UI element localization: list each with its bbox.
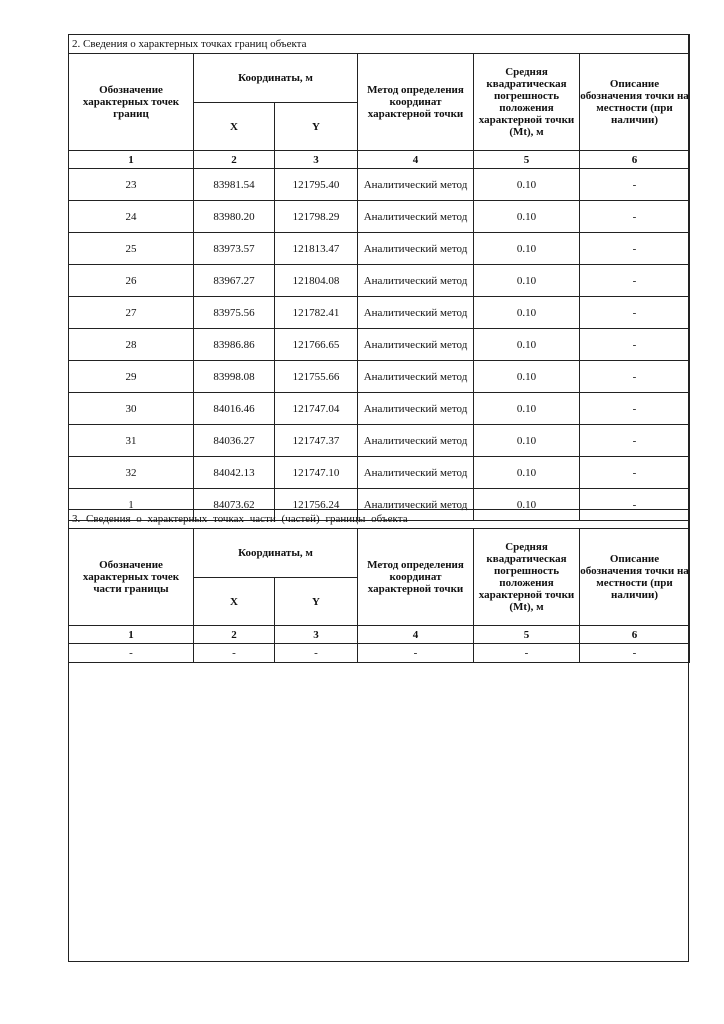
point-cell: - — [69, 644, 194, 663]
boundary-points-table — [68, 34, 690, 521]
document-page — [68, 34, 689, 962]
x-cell: - — [194, 644, 275, 663]
header-mean-error: Средняя квадратическая погрешность положения характерной точки (Mt), м — [474, 529, 580, 626]
method-cell: - — [358, 644, 474, 663]
error-cell: 0.10 — [474, 489, 580, 521]
header-point-designation: Обозначение характерных точек части границы — [69, 529, 194, 626]
method-cell: Аналитический метод — [358, 329, 474, 361]
y-cell: 121756.24 — [275, 489, 358, 521]
column-number: 2 — [194, 626, 275, 644]
header-method: Метод определения координат характерной точки — [358, 54, 474, 151]
header-method: Метод определения координат характерной точки — [358, 529, 474, 626]
header-point-designation: Обозначение характерных точек границ — [69, 54, 194, 151]
description-cell: - — [580, 169, 690, 201]
method-cell: Аналитический метод — [358, 489, 474, 521]
table-row — [69, 201, 690, 233]
header-description: Описание обозначения точки на местности (при наличии) — [580, 529, 690, 626]
description-cell: - — [580, 329, 690, 361]
section-2-title: 2. Сведения о характерных точках границ объекта — [69, 35, 690, 54]
description-cell: - — [580, 457, 690, 489]
x-cell: 84073.62 — [194, 489, 275, 521]
x-cell: 84036.27 — [194, 425, 275, 457]
x-cell: 83967.27 — [194, 265, 275, 297]
y-cell: 121795.40 — [275, 169, 358, 201]
description-cell: - — [580, 489, 690, 521]
table-row — [69, 457, 690, 489]
y-cell: 121798.29 — [275, 201, 358, 233]
section-3-title: 3. Сведения о характерных точках части (частей) границы объекта — [69, 510, 690, 529]
table-row — [69, 425, 690, 457]
x-cell: 84016.46 — [194, 393, 275, 425]
table-row — [69, 393, 690, 425]
error-cell: 0.10 — [474, 201, 580, 233]
column-number: 2 — [194, 151, 275, 169]
header-coordinates: Координаты, м — [194, 529, 358, 578]
table-row — [69, 644, 690, 663]
column-number: 1 — [69, 626, 194, 644]
table-row — [69, 361, 690, 393]
error-cell: 0.10 — [474, 233, 580, 265]
column-number: 6 — [580, 151, 690, 169]
x-cell: 83973.57 — [194, 233, 275, 265]
y-cell: 121747.37 — [275, 425, 358, 457]
point-cell: 27 — [69, 297, 194, 329]
method-cell: Аналитический метод — [358, 457, 474, 489]
column-number: 4 — [358, 151, 474, 169]
description-cell: - — [580, 425, 690, 457]
x-cell: 83981.54 — [194, 169, 275, 201]
header-x: X — [194, 578, 275, 626]
error-cell: 0.10 — [474, 361, 580, 393]
header-y: Y — [275, 578, 358, 626]
y-cell: 121747.10 — [275, 457, 358, 489]
point-cell: 29 — [69, 361, 194, 393]
table-row — [69, 233, 690, 265]
x-cell: 83986.86 — [194, 329, 275, 361]
point-cell: 23 — [69, 169, 194, 201]
x-cell: 83975.56 — [194, 297, 275, 329]
error-cell: 0.10 — [474, 329, 580, 361]
error-cell: 0.10 — [474, 425, 580, 457]
y-cell: 121747.04 — [275, 393, 358, 425]
method-cell: Аналитический метод — [358, 201, 474, 233]
description-cell: - — [580, 297, 690, 329]
header-coordinates: Координаты, м — [194, 54, 358, 103]
point-cell: 31 — [69, 425, 194, 457]
description-cell: - — [580, 361, 690, 393]
point-cell: 25 — [69, 233, 194, 265]
column-number: 5 — [474, 626, 580, 644]
header-x: X — [194, 103, 275, 151]
column-number: 5 — [474, 151, 580, 169]
description-cell: - — [580, 644, 690, 663]
method-cell: Аналитический метод — [358, 393, 474, 425]
y-cell: 121755.66 — [275, 361, 358, 393]
table-row — [69, 265, 690, 297]
description-cell: - — [580, 233, 690, 265]
method-cell: Аналитический метод — [358, 297, 474, 329]
error-cell: 0.10 — [474, 265, 580, 297]
column-number: 6 — [580, 626, 690, 644]
description-cell: - — [580, 201, 690, 233]
table-row — [69, 169, 690, 201]
x-cell: 83998.08 — [194, 361, 275, 393]
y-cell: 121813.47 — [275, 233, 358, 265]
description-cell: - — [580, 265, 690, 297]
point-cell: 30 — [69, 393, 194, 425]
point-cell: 32 — [69, 457, 194, 489]
error-cell: - — [474, 644, 580, 663]
y-cell: - — [275, 644, 358, 663]
header-description: Описание обозначения точки на местности (при наличии) — [580, 54, 690, 151]
error-cell: 0.10 — [474, 297, 580, 329]
method-cell: Аналитический метод — [358, 233, 474, 265]
x-cell: 83980.20 — [194, 201, 275, 233]
error-cell: 0.10 — [474, 169, 580, 201]
table-row — [69, 297, 690, 329]
error-cell: 0.10 — [474, 393, 580, 425]
column-number: 3 — [275, 151, 358, 169]
x-cell: 84042.13 — [194, 457, 275, 489]
method-cell: Аналитический метод — [358, 265, 474, 297]
y-cell: 121766.65 — [275, 329, 358, 361]
method-cell: Аналитический метод — [358, 169, 474, 201]
part-boundary-points-table — [68, 509, 690, 663]
point-cell: 1 — [69, 489, 194, 521]
column-number: 1 — [69, 151, 194, 169]
method-cell: Аналитический метод — [358, 425, 474, 457]
point-cell: 28 — [69, 329, 194, 361]
column-number: 3 — [275, 626, 358, 644]
column-number: 4 — [358, 626, 474, 644]
table-row — [69, 329, 690, 361]
header-mean-error: Средняя квадратическая погрешность положения характерной точки (Mt), м — [474, 54, 580, 151]
error-cell: 0.10 — [474, 457, 580, 489]
y-cell: 121804.08 — [275, 265, 358, 297]
header-y: Y — [275, 103, 358, 151]
point-cell: 24 — [69, 201, 194, 233]
point-cell: 26 — [69, 265, 194, 297]
method-cell: Аналитический метод — [358, 361, 474, 393]
description-cell: - — [580, 393, 690, 425]
y-cell: 121782.41 — [275, 297, 358, 329]
